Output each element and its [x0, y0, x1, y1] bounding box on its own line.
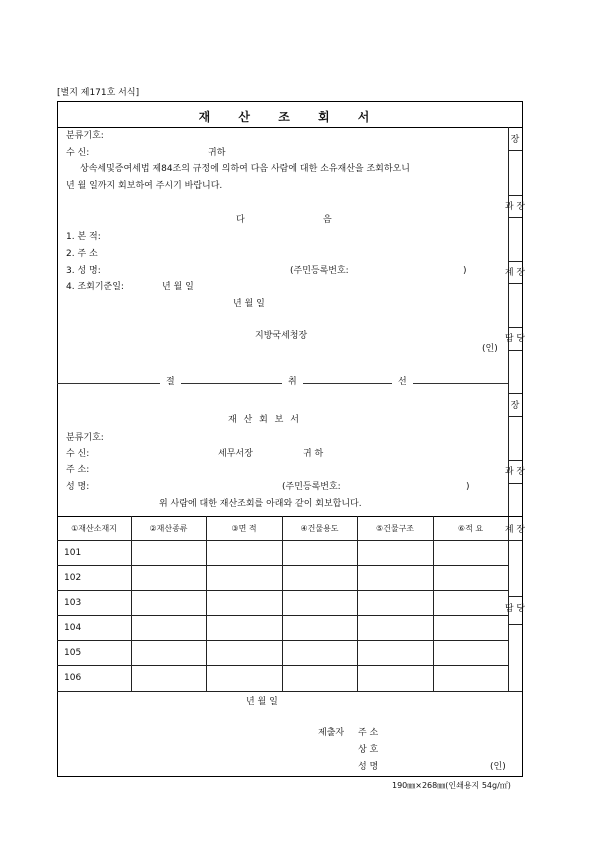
- approval-7: 계 장: [504, 525, 526, 535]
- reply-statement: 위 사람에 대한 재산조회를 아래와 같이 회보합니다.: [159, 499, 362, 509]
- reply-recipient-suffix: 귀 하: [303, 449, 324, 459]
- approval-4: 담 당: [504, 334, 526, 344]
- row-label: 103: [64, 598, 82, 608]
- form-code: [별지 제171호 서식]: [57, 88, 140, 98]
- approval-1: 장: [510, 135, 520, 145]
- reply-recipient-value: 세무서장: [218, 449, 253, 459]
- recipient-label: 수 신:: [66, 148, 90, 158]
- form-title: 재 산 조 회 서: [198, 110, 382, 124]
- approval-8: 담 당: [504, 604, 526, 614]
- item-3-close: ): [463, 266, 467, 276]
- row-label: 104: [64, 623, 82, 633]
- row-label: 101: [64, 548, 82, 558]
- reply-title: 재 산 회 보 서: [228, 415, 301, 425]
- footer-date: 년 월 일: [246, 697, 278, 707]
- item-4-date: 년 월 일: [162, 282, 194, 292]
- col-header-4: ④건물용도: [300, 524, 339, 533]
- approval-2: 과 장: [504, 202, 526, 212]
- cut-line-3: 선: [392, 377, 413, 388]
- da-text: 다: [236, 215, 245, 225]
- row-label: 102: [64, 573, 82, 583]
- reply-id-close: ): [466, 482, 470, 492]
- submitter-label: 제출자: [318, 728, 345, 738]
- row-label: 106: [64, 673, 82, 683]
- submitter-name: 성 명: [358, 762, 379, 772]
- item-4: 4. 조회기준일:: [66, 282, 124, 292]
- item-1: 1. 본 적:: [66, 232, 101, 242]
- issue-date: 년 월 일: [233, 299, 265, 309]
- reply-address-label: 주 소:: [66, 465, 90, 475]
- approval-3: 계 장: [504, 268, 526, 278]
- cut-line-1: 절: [160, 377, 181, 388]
- submitter-address: 주 소: [358, 728, 379, 738]
- request-line-2: 년 월 일까지 회보하여 주시기 바랍니다.: [66, 181, 223, 191]
- issuer: 지방국세청장: [255, 331, 308, 341]
- col-header-1: ①재산소재지: [71, 524, 117, 533]
- reply-name-label: 성 명:: [66, 482, 90, 492]
- reply-id-label: (주민등록번호:: [282, 482, 341, 492]
- paper-spec: 190㎜×268㎜(인쇄용지 54g/㎡): [392, 781, 511, 790]
- item-3-id: (주민등록번호:: [290, 266, 349, 276]
- col-header-3: ③면 적: [231, 524, 257, 533]
- recipient-suffix: 귀하: [208, 148, 226, 158]
- item-3: 3. 성 명:: [66, 266, 101, 276]
- approval-6: 과 장: [504, 467, 526, 477]
- request-line-1: 상속세및증여세법 제84조의 규정에 의하여 다음 사람에 대한 소유재산을 조회하오니: [80, 164, 410, 174]
- submitter-trade-name: 상 호: [358, 745, 379, 755]
- reply-classification: 분류기호:: [66, 433, 104, 443]
- classification-label: 분류기호:: [66, 131, 104, 141]
- col-header-2: ②재산종류: [149, 524, 188, 533]
- footer-seal: (인): [490, 762, 506, 772]
- item-2: 2. 주 소: [66, 249, 98, 259]
- col-header-6: ⑥적 요: [457, 524, 484, 533]
- eum-text: 음: [323, 215, 332, 225]
- cut-line-2: 취: [282, 377, 303, 388]
- approval-5: 장: [510, 401, 520, 411]
- reply-recipient-label: 수 신:: [66, 449, 90, 459]
- row-label: 105: [64, 648, 82, 658]
- col-header-5: ⑤건물구조: [375, 524, 415, 533]
- upper-seal: (인): [482, 344, 498, 354]
